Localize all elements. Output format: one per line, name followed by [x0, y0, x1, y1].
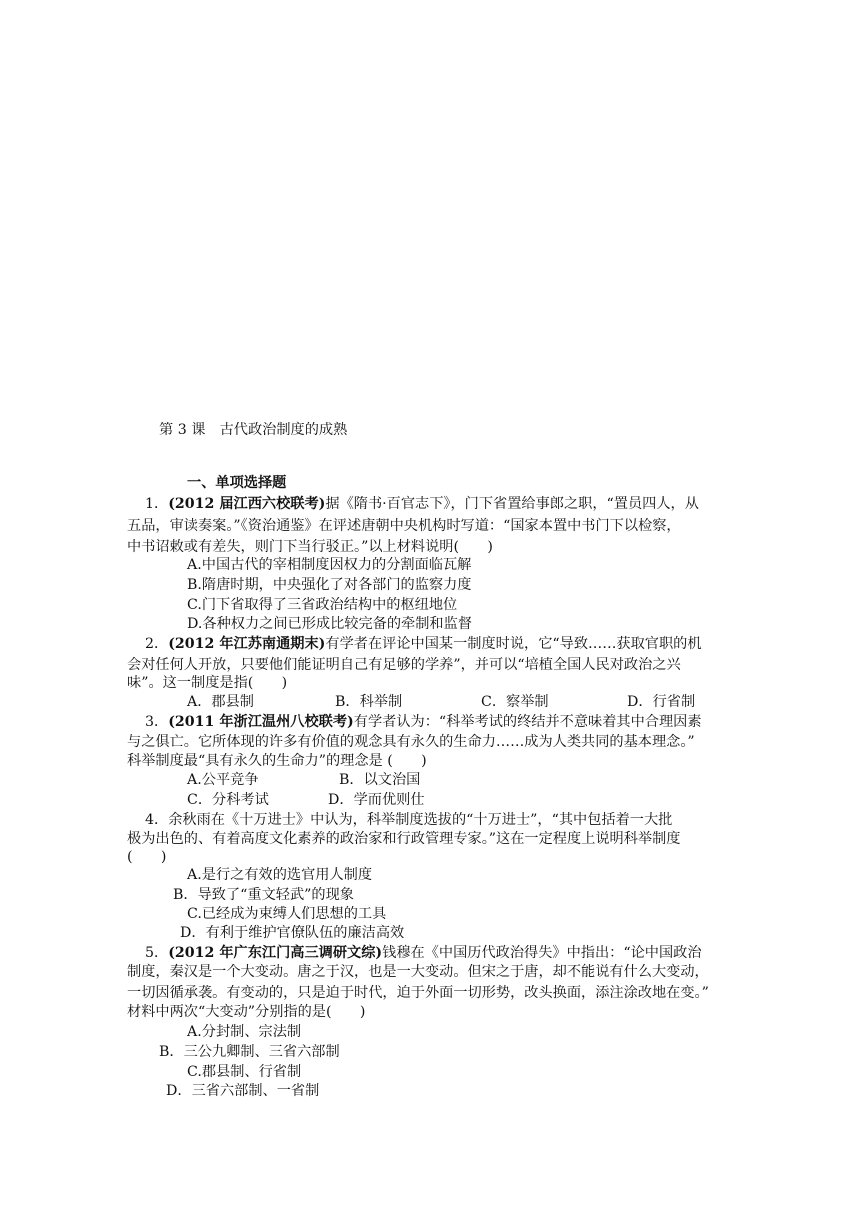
- lesson-title: 第 3 课 古代政治制度的成熟: [159, 422, 348, 438]
- question-4-line-2: 极为出色的、有着高度文化素养的政治家和行政管理专家。”这在一定程度上说明科举制度: [127, 831, 681, 847]
- question-3-source: (2011 年浙江温州八校联考): [168, 714, 354, 730]
- question-1-option-c: C.门下省取得了三省政治结构中的枢纽地位: [187, 597, 458, 613]
- question-2-option-c: C．察举制: [481, 694, 549, 710]
- question-4-option-a: A.是行之有效的选官用人制度: [187, 867, 373, 883]
- question-2-line-2: 会对任何人开放，只要他们能证明自己有足够的学养”，并可以“培植全国人民对政治之兴: [127, 657, 681, 673]
- question-5-source: (2012 年广东江门高三调研文综): [168, 945, 383, 961]
- question-2-option-d: D．行省制: [627, 694, 696, 710]
- question-3-option-d: D．学而优则仕: [328, 792, 425, 808]
- question-2-option-b: B．科举制: [335, 694, 403, 710]
- question-5-line-2: 制度，秦汉是一个大变动。唐之于汉，也是一大变动。但宋之于唐，却不能说有什么大变动，: [127, 964, 709, 980]
- question-2-source: (2012 年江苏南通期末): [168, 636, 326, 652]
- question-4-line-1: 4．余秋雨在《十万进士》中认为，科举制度选拔的“十万进士”，“其中包括着一大批: [145, 812, 673, 828]
- question-1-option-a: A.中国古代的宰相制度因权力的分割面临瓦解: [187, 557, 472, 573]
- question-3-line-3: 科举制度最“具有永久的生命力”的理念是 ( ): [127, 753, 427, 769]
- question-5-line-4: 材料中两次“大变动”分别指的是( ): [127, 1004, 366, 1020]
- question-4-option-c: C.已经成为束缚人们思想的工具: [187, 906, 387, 922]
- question-1-line-2: 五品，审读奏案。”《资治通鉴》在评述唐朝中央机构时写道：“国家本置中书门下以检察，: [127, 518, 681, 534]
- question-5-option-d: D．三省六部制、一省制: [166, 1083, 320, 1099]
- question-5-option-a: A.分封制、宗法制: [187, 1024, 302, 1040]
- question-3-line-1: 3．(2011 年浙江温州八校联考)有学者认为：“科举考试的终结并不意味着其中合理因素: [145, 714, 702, 730]
- question-4-option-b: B．导致了“重文轻武”的现象: [173, 887, 354, 903]
- question-1-line-3: 中书诏敕或有差失，则门下当行驳正。”以上材料说明( ): [127, 539, 493, 555]
- question-2-line-3: 味”。这一制度是指( ): [127, 675, 288, 691]
- question-1-source: (2012 届江西六校联考): [168, 496, 326, 512]
- question-3-option-a: A.公平竞争: [187, 772, 259, 788]
- question-2-option-a: A．郡县制: [187, 694, 254, 710]
- question-3-option-b: B．以文治国: [339, 772, 421, 788]
- question-5-line-1: 5．(2012 年广东江门高三调研文综)钱穆在《中国历代政治得失》中指出：“论中国政治: [145, 945, 702, 961]
- question-1-line-1: 1．(2012 届江西六校联考)据《隋书·百官志下》，门下省置给事郎之职，“置员四人，从: [145, 496, 699, 512]
- question-4-line-3: ( ): [127, 849, 167, 865]
- question-1-option-b: B.隋唐时期，中央强化了对各部门的监察力度: [187, 577, 472, 593]
- question-1-option-d: D.各种权力之间已形成比较完备的牵制和监督: [187, 616, 472, 632]
- question-3-option-c: C．分科考试: [187, 792, 269, 808]
- question-4-option-d: D．有利于维护官僚队伍的廉洁高效: [180, 925, 405, 941]
- question-2-line-1: 2．(2012 年江苏南通期末)有学者在评论中国某一制度时说，它“导致……获取官职的机: [145, 636, 702, 652]
- question-3-line-2: 与之俱亡。它所体现的许多有价值的观念具有永久的生命力……成为人类共同的基本理念。”: [127, 734, 695, 750]
- question-5-option-b: B．三公九卿制、三省六部制: [159, 1044, 340, 1060]
- section-heading: 一、单项选择题: [187, 475, 287, 491]
- question-5-option-c: C.郡县制、行省制: [187, 1064, 302, 1080]
- question-5-line-3: 一切因循承袭。有变动的，只是迫于时代，迫于外面一切形势，改头换面，添注涂改地在变。”: [127, 985, 709, 1001]
